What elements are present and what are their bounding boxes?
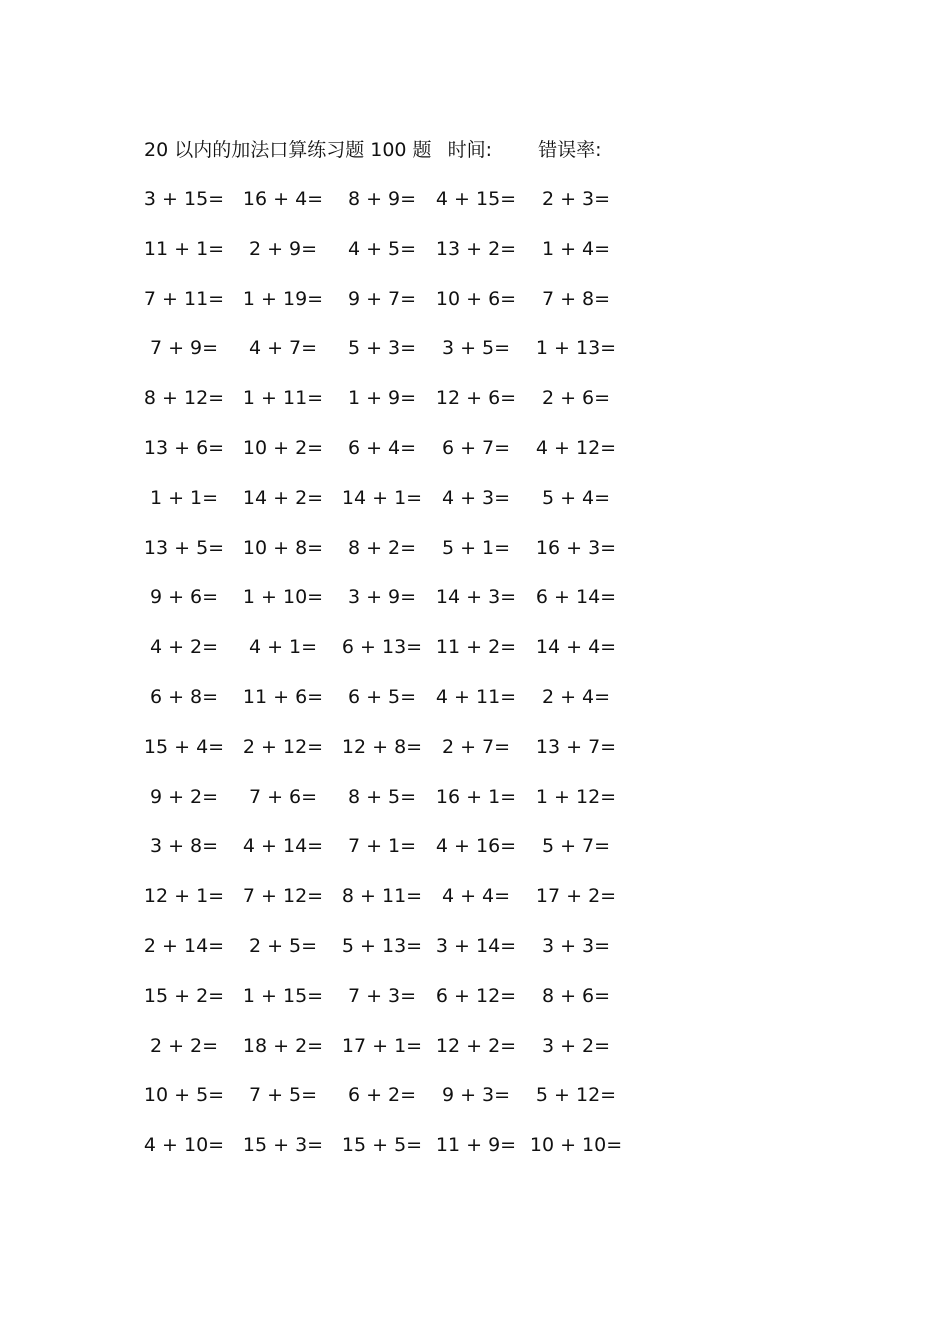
worksheet-header (144, 138, 601, 162)
worksheet-title: 20 以内的加法口算练习题 100 题 (144, 139, 432, 161)
addition-problem: 3 + 5= (441, 337, 511, 360)
problem-row (140, 236, 640, 286)
addition-problem: 14 + 3= (435, 586, 517, 609)
addition-problem: 8 + 5= (347, 785, 417, 808)
problem-row (140, 684, 640, 734)
addition-problem: 5 + 12= (535, 1084, 617, 1107)
addition-problem: 3 + 14= (435, 934, 517, 957)
addition-problem: 13 + 6= (143, 436, 225, 459)
addition-problem: 3 + 8= (149, 835, 219, 858)
addition-problem: 6 + 7= (441, 436, 511, 459)
addition-problem: 11 + 2= (435, 636, 517, 659)
addition-problem: 6 + 14= (535, 586, 617, 609)
problem-row (140, 435, 640, 485)
addition-problem: 3 + 3= (541, 934, 611, 957)
problem-row (140, 784, 640, 834)
addition-problem: 1 + 11= (242, 387, 324, 410)
addition-problem: 4 + 5= (347, 237, 417, 260)
addition-problem: 9 + 6= (149, 586, 219, 609)
problem-row (140, 286, 640, 336)
addition-problem: 16 + 1= (435, 785, 517, 808)
addition-problem: 9 + 7= (347, 287, 417, 310)
addition-problem: 5 + 4= (541, 486, 611, 509)
addition-problem: 4 + 15= (435, 188, 517, 210)
addition-problem: 15 + 4= (143, 735, 225, 758)
addition-problem: 2 + 12= (242, 735, 324, 758)
addition-problem: 6 + 13= (341, 636, 423, 659)
addition-problem: 12 + 2= (435, 1034, 517, 1057)
addition-problem: 8 + 2= (347, 536, 417, 559)
addition-problem: 14 + 4= (535, 636, 617, 659)
problem-row (140, 535, 640, 585)
problem-row (140, 883, 640, 933)
addition-problem: 7 + 5= (248, 1084, 318, 1107)
addition-problem: 1 + 19= (242, 287, 324, 310)
addition-problem: 7 + 9= (149, 337, 219, 360)
addition-problem: 4 + 11= (435, 685, 517, 708)
addition-problem: 1 + 10= (242, 586, 324, 609)
addition-problem: 4 + 4= (441, 885, 511, 908)
addition-problem: 3 + 9= (347, 586, 417, 609)
addition-problem: 15 + 2= (143, 984, 225, 1007)
addition-problem: 10 + 10= (529, 1134, 623, 1157)
addition-problem: 8 + 9= (347, 188, 417, 210)
problem-row (140, 186, 640, 236)
problem-row (140, 833, 640, 883)
addition-problem: 14 + 1= (341, 486, 423, 509)
addition-problem: 10 + 8= (242, 536, 324, 559)
addition-problem: 2 + 6= (541, 387, 611, 410)
addition-problem: 12 + 8= (341, 735, 423, 758)
addition-problem: 9 + 2= (149, 785, 219, 808)
addition-problem: 1 + 4= (541, 237, 611, 260)
addition-problem: 15 + 5= (341, 1134, 423, 1157)
addition-problem: 17 + 1= (341, 1034, 423, 1057)
addition-problem: 7 + 6= (248, 785, 318, 808)
addition-problem: 4 + 10= (143, 1134, 225, 1157)
addition-problem: 6 + 8= (149, 685, 219, 708)
addition-problem: 12 + 6= (435, 387, 517, 410)
addition-problem: 7 + 12= (242, 885, 324, 908)
addition-problem: 7 + 8= (541, 287, 611, 310)
addition-problem: 17 + 2= (535, 885, 617, 908)
addition-problem: 6 + 4= (347, 436, 417, 459)
addition-problem: 13 + 2= (435, 237, 517, 260)
addition-problem: 15 + 3= (242, 1134, 324, 1157)
problem-row (140, 734, 640, 784)
addition-problem: 1 + 12= (535, 785, 617, 808)
addition-problem: 5 + 13= (341, 934, 423, 957)
addition-problem: 2 + 14= (143, 934, 225, 957)
addition-problem: 11 + 6= (242, 685, 324, 708)
addition-problem: 1 + 13= (535, 337, 617, 360)
addition-problem: 16 + 3= (535, 536, 617, 559)
problem-row (140, 385, 640, 435)
addition-problem: 4 + 16= (435, 835, 517, 858)
addition-problem: 6 + 2= (347, 1084, 417, 1107)
addition-problem: 4 + 14= (242, 835, 324, 858)
addition-problem: 14 + 2= (242, 486, 324, 509)
addition-problem: 1 + 9= (347, 387, 417, 410)
addition-problem: 10 + 2= (242, 436, 324, 459)
problem-row (140, 1132, 640, 1182)
addition-problem: 4 + 7= (248, 337, 318, 360)
addition-problem: 5 + 7= (541, 835, 611, 858)
addition-problem: 10 + 5= (143, 1084, 225, 1107)
addition-problem: 16 + 4= (242, 188, 324, 210)
addition-problem: 8 + 12= (143, 387, 225, 410)
addition-problem: 13 + 7= (535, 735, 617, 758)
addition-problem: 2 + 4= (541, 685, 611, 708)
addition-problem: 3 + 2= (541, 1034, 611, 1057)
addition-problem: 7 + 3= (347, 984, 417, 1007)
error-rate-label: 错误率: (538, 139, 602, 161)
time-label: 时间: (447, 139, 493, 161)
addition-problem: 5 + 3= (347, 337, 417, 360)
addition-problem: 3 + 15= (143, 188, 225, 210)
problem-row (140, 335, 640, 385)
problem-row (140, 485, 640, 535)
addition-problem: 11 + 9= (435, 1134, 517, 1157)
problem-row (140, 933, 640, 983)
problem-row (140, 1033, 640, 1083)
addition-problem: 4 + 2= (149, 636, 219, 659)
addition-problem: 11 + 1= (143, 237, 225, 260)
addition-problem: 12 + 1= (143, 885, 225, 908)
addition-problem: 6 + 12= (435, 984, 517, 1007)
addition-problem: 4 + 3= (441, 486, 511, 509)
addition-problem: 7 + 1= (347, 835, 417, 858)
addition-problem: 5 + 1= (441, 536, 511, 559)
addition-problem: 1 + 15= (242, 984, 324, 1007)
addition-problem: 9 + 3= (441, 1084, 511, 1107)
addition-problem: 2 + 3= (541, 188, 611, 210)
addition-problem: 2 + 7= (441, 735, 511, 758)
addition-problem: 18 + 2= (242, 1034, 324, 1057)
addition-problem: 8 + 6= (541, 984, 611, 1007)
addition-problem: 13 + 5= (143, 536, 225, 559)
addition-problem: 2 + 2= (149, 1034, 219, 1057)
problem-grid (140, 186, 640, 1182)
addition-problem: 4 + 12= (535, 436, 617, 459)
problem-row (140, 584, 640, 634)
problem-row (140, 634, 640, 684)
addition-problem: 8 + 11= (341, 885, 423, 908)
addition-problem: 6 + 5= (347, 685, 417, 708)
addition-problem: 1 + 1= (149, 486, 219, 509)
problem-row (140, 1082, 640, 1132)
addition-problem: 2 + 5= (248, 934, 318, 957)
addition-problem: 10 + 6= (435, 287, 517, 310)
addition-problem: 4 + 1= (248, 636, 318, 659)
problem-row (140, 983, 640, 1033)
addition-problem: 7 + 11= (143, 287, 225, 310)
addition-problem: 2 + 9= (248, 237, 318, 260)
